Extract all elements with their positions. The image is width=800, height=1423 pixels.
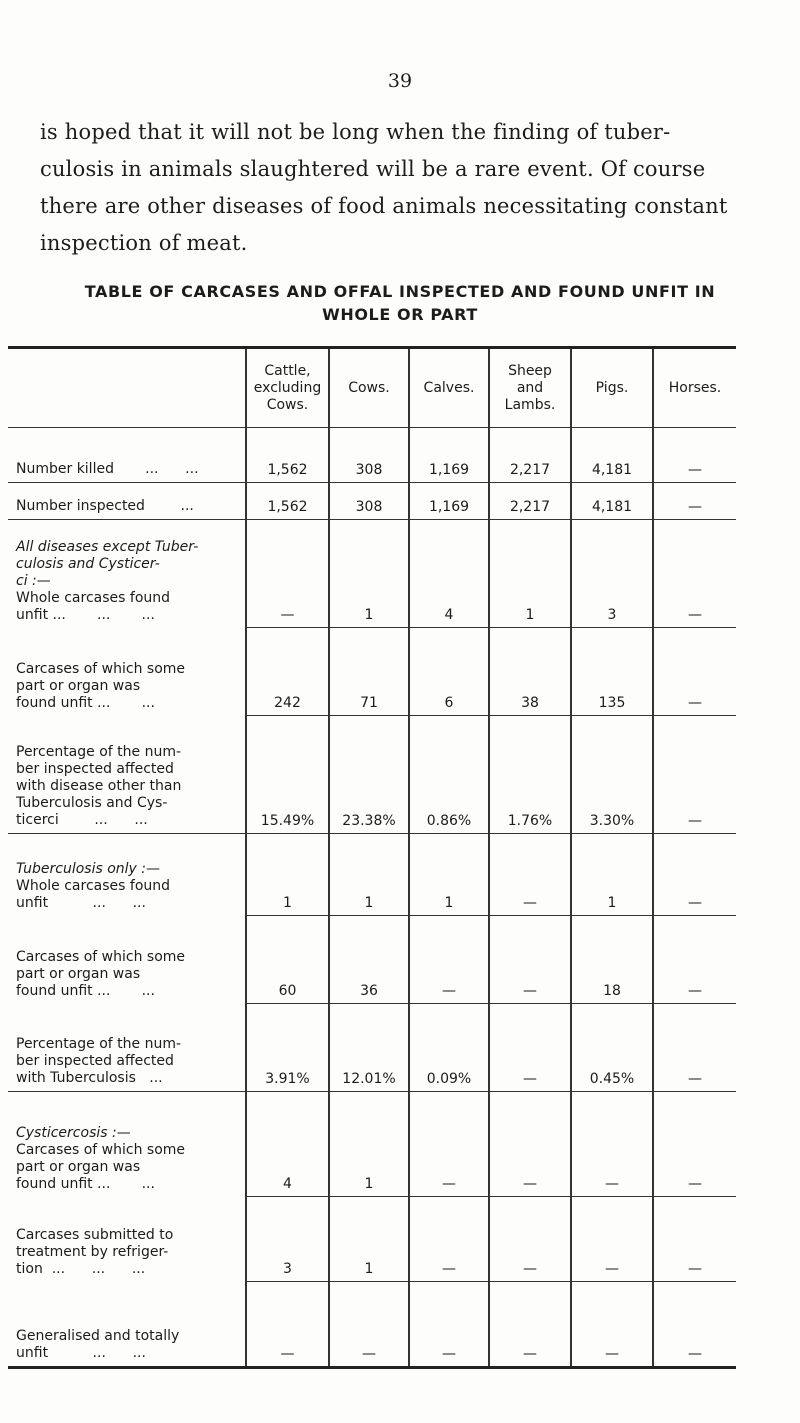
table-row — [8, 428, 736, 483]
table-cell: 1 — [329, 520, 409, 628]
row-label-line: Carcases of which some — [16, 948, 186, 965]
row-label-line: found unfit ... ... — [16, 694, 155, 711]
row-label-line: Percentage of the num- — [16, 1036, 182, 1052]
table-cell: 38 — [489, 628, 571, 716]
table-cell: 18 — [571, 916, 653, 1004]
page-number: 39 — [387, 70, 413, 92]
row-label-line: tion ... ... ... — [16, 1260, 146, 1277]
table-cell: 1,169 — [409, 483, 489, 520]
table-cell: — — [409, 1282, 489, 1368]
table-cell: 242 — [246, 628, 329, 716]
row-label-line: found unfit ... ... — [16, 982, 155, 999]
row-label-line: ber inspected affected — [16, 761, 174, 777]
table-cell: 0.86% — [409, 716, 489, 834]
row-label-line: Carcases of which some — [16, 1141, 186, 1158]
table-cell: — — [246, 1282, 329, 1368]
section-heading: All diseases except Tuber- — [16, 538, 199, 555]
intro-line: inspection of meat. — [40, 231, 248, 255]
inspection-table — [8, 346, 736, 1369]
table-cell: 1 — [409, 834, 489, 916]
table-cell: 1 — [329, 834, 409, 916]
header-blank — [8, 348, 246, 428]
row-label-line: Tuberculosis and Cys- — [16, 795, 168, 811]
table-row — [8, 834, 736, 916]
row-label-line: unfit ... ... — [16, 1345, 146, 1361]
table-cell: — — [571, 1197, 653, 1282]
table-row — [8, 716, 736, 834]
row-label-line: unfit ... ... ... — [16, 606, 155, 623]
table-cell: — — [246, 520, 329, 628]
row-label — [8, 520, 246, 628]
row-label-line: with disease other than — [16, 778, 182, 794]
intro-paragraph — [40, 114, 760, 262]
table-cell: 1.76% — [489, 716, 571, 834]
section-heading: ci :— — [16, 572, 51, 589]
table-cell: 1,169 — [409, 428, 489, 483]
table-cell: — — [489, 1004, 571, 1092]
table-row — [8, 483, 736, 520]
table-cell: 3 — [571, 520, 653, 628]
section-heading: culosis and Cysticer- — [16, 555, 160, 572]
row-label — [8, 1197, 246, 1282]
table-cell: 12.01% — [329, 1004, 409, 1092]
table-cell: 3.30% — [571, 716, 653, 834]
intro-line: there are other diseases of food animals necessitating constant — [40, 194, 728, 218]
row-label-line: Whole carcases found — [16, 589, 171, 606]
table-row — [8, 1092, 736, 1197]
table-cell: 135 — [571, 628, 653, 716]
table-cell: — — [489, 1282, 571, 1368]
table-cell: — — [653, 716, 736, 834]
row-label-line: found unfit ... ... — [16, 1175, 155, 1192]
row-label-line: Generalised and totally — [16, 1328, 180, 1344]
table-row — [8, 628, 736, 716]
table-cell: — — [653, 1004, 736, 1092]
row-label-line: Whole carcases found — [16, 877, 171, 894]
row-label-line: with Tuberculosis ... — [16, 1070, 163, 1086]
table-cell: 1 — [329, 1197, 409, 1282]
section-heading: Cysticercosis :— — [16, 1124, 131, 1141]
intro-line: culosis in animals slaughtered will be a rare event. Of course — [40, 157, 706, 181]
table-cell: 4,181 — [571, 428, 653, 483]
table-cell: — — [653, 483, 736, 520]
column-header: Cows. — [329, 348, 409, 428]
row-label — [8, 1282, 246, 1368]
table-row — [8, 1282, 736, 1368]
row-label-line: unfit ... ... — [16, 894, 146, 911]
table-cell: — — [653, 1092, 736, 1197]
table-cell: 1,562 — [246, 428, 329, 483]
table-row — [8, 1197, 736, 1282]
row-label — [8, 483, 246, 520]
row-label — [8, 628, 246, 716]
row-label — [8, 716, 246, 834]
column-header: Cattle, excluding Cows. — [246, 348, 329, 428]
table-cell: — — [571, 1282, 653, 1368]
row-label-line: Carcases submitted to — [16, 1226, 174, 1243]
row-label-line: part or organ was — [16, 677, 141, 694]
table-cell: — — [409, 916, 489, 1004]
table-cell: 71 — [329, 628, 409, 716]
table-cell: — — [329, 1282, 409, 1368]
table-cell: — — [409, 1092, 489, 1197]
table-cell: 4,181 — [571, 483, 653, 520]
table-cell: 3 — [246, 1197, 329, 1282]
table-cell: — — [489, 1092, 571, 1197]
table-cell: 1 — [489, 520, 571, 628]
table-cell: 2,217 — [489, 483, 571, 520]
table-cell: — — [653, 520, 736, 628]
table-cell: — — [489, 1197, 571, 1282]
table-row — [8, 520, 736, 628]
column-header: Horses. — [653, 348, 736, 428]
table-cell: 308 — [329, 483, 409, 520]
row-label-line: ber inspected affected — [16, 1053, 174, 1069]
table-cell: 4 — [246, 1092, 329, 1197]
row-label — [8, 916, 246, 1004]
table-title — [40, 280, 760, 326]
section-heading: Tuberculosis only :— — [16, 860, 161, 877]
row-label-line: treatment by refriger- — [16, 1243, 169, 1260]
table-cell: — — [653, 834, 736, 916]
table-cell: 3.91% — [246, 1004, 329, 1092]
table-title-line: WHOLE OR PART — [322, 305, 478, 324]
intro-line: is hoped that it will not be long when the finding of tuber- — [40, 120, 671, 144]
table-cell: 36 — [329, 916, 409, 1004]
table-cell: — — [653, 1282, 736, 1368]
table-row — [8, 916, 736, 1004]
table-cell: 0.45% — [571, 1004, 653, 1092]
row-label-line: Percentage of the num- — [16, 744, 182, 760]
table-cell: — — [653, 628, 736, 716]
table-cell: 1 — [329, 1092, 409, 1197]
row-label-line: part or organ was — [16, 965, 141, 982]
table-cell: 23.38% — [329, 716, 409, 834]
table-cell: — — [653, 1197, 736, 1282]
row-label-line: Number killed ... ... — [16, 461, 199, 477]
row-label-line: Number inspected ... — [16, 498, 194, 514]
table-cell: 1 — [246, 834, 329, 916]
row-label-line: ticerci ... ... — [16, 812, 148, 828]
table-cell: — — [571, 1092, 653, 1197]
table-cell: 1,562 — [246, 483, 329, 520]
table-row — [8, 1004, 736, 1092]
table-cell: — — [409, 1197, 489, 1282]
table-cell: 0.09% — [409, 1004, 489, 1092]
row-label-line: Carcases of which some — [16, 660, 186, 677]
column-header: Sheep and Lambs. — [489, 348, 571, 428]
table-header-row — [8, 348, 736, 428]
table-cell: 4 — [409, 520, 489, 628]
table-cell: — — [489, 916, 571, 1004]
row-label-line: part or organ was — [16, 1158, 141, 1175]
table-cell: 6 — [409, 628, 489, 716]
table-cell: — — [653, 916, 736, 1004]
row-label — [8, 1004, 246, 1092]
table-cell: 1 — [571, 834, 653, 916]
row-label — [8, 1092, 246, 1197]
table-cell: 15.49% — [246, 716, 329, 834]
table-cell: 2,217 — [489, 428, 571, 483]
table-cell: 308 — [329, 428, 409, 483]
table-cell: — — [489, 834, 571, 916]
column-header: Calves. — [409, 348, 489, 428]
row-label — [8, 834, 246, 916]
table-cell: — — [653, 428, 736, 483]
table-cell: 60 — [246, 916, 329, 1004]
table-title-line: TABLE OF CARCASES AND OFFAL INSPECTED AND FOUND UNFIT IN — [84, 282, 716, 301]
column-header: Pigs. — [571, 348, 653, 428]
row-label — [8, 428, 246, 483]
